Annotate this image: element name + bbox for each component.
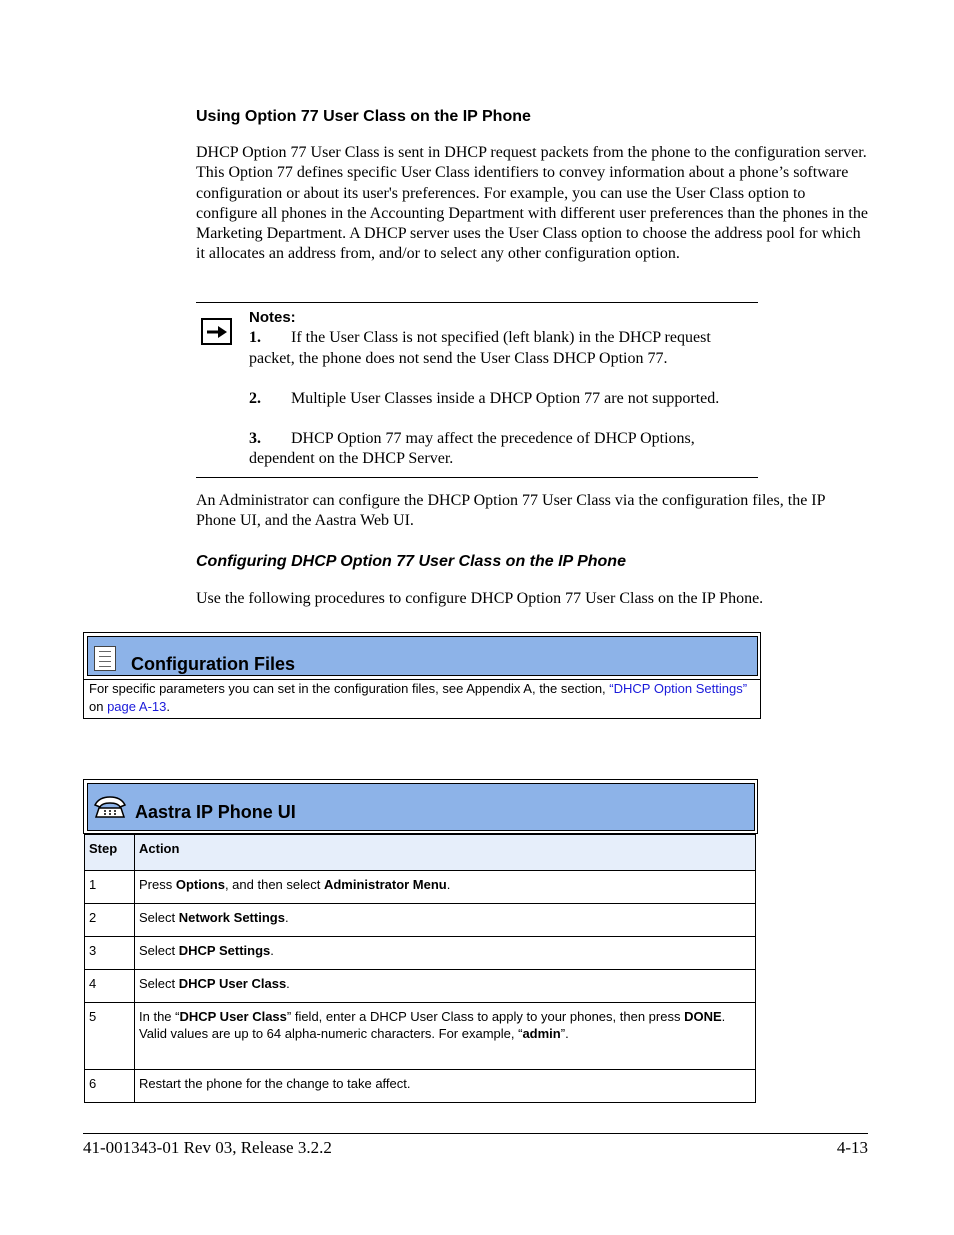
step-number: 2 — [85, 904, 135, 937]
config-files-box — [83, 632, 761, 719]
footer-doc-id: 41-001343-01 Rev 03, Release 3.2.2 — [83, 1138, 332, 1157]
step-action: In the “DHCP User Class” field, enter a DHCP User Class to apply to your phones, then press DONE. Valid values are up to 64 alpha-numeric characters. For example, “admin”. — [135, 1003, 756, 1070]
table-row — [85, 871, 756, 904]
step-number: 4 — [85, 970, 135, 1003]
footer-rule — [83, 1133, 868, 1134]
step-action: Press Options, and then select Administrator Menu. — [135, 871, 756, 904]
intro-paragraph: DHCP Option 77 User Class is sent in DHCP request packets from the phone to the configuration server. This Option 77 defines specific User Class identifiers to convey information about a phone’s software configuration or about its user's preferences. For example, you can use the User Class option to configure all phones in the Accounting Department with different user preferences than the phones in the Marketing Department. A DHCP server uses the User Class option to choose the address pool for which it allocates an address from, and/or to select any other configuration option. — [196, 144, 868, 263]
step-action: Select DHCP Settings. — [135, 937, 756, 970]
note-item: 1. If the User Class is not specified (left blank) in the DHCP request packet, the phone does not send the User Class DHCP Option 77. — [249, 329, 711, 367]
page-a13-link[interactable]: page A-13 — [107, 699, 167, 714]
steps-table — [84, 834, 756, 1103]
notes-block — [249, 308, 759, 470]
phone-ui-box — [83, 779, 758, 834]
subheading: Configuring DHCP Option 77 User Class on the IP Phone — [196, 553, 626, 570]
section-heading: Using Option 77 User Class on the IP Phone — [196, 108, 531, 125]
admin-paragraph: An Administrator can configure the DHCP Option 77 User Class via the configuration files, the IP Phone UI, and the Aastra Web UI. — [196, 492, 825, 530]
document-icon — [94, 646, 116, 671]
step-number: 5 — [85, 1003, 135, 1070]
table-row — [85, 970, 756, 1003]
notes-top-rule — [196, 302, 758, 303]
column-header-step: Step — [85, 835, 135, 871]
procedure-paragraph: Use the following procedures to configure DHCP Option 77 User Class on the IP Phone. — [196, 590, 764, 607]
step-number: 1 — [85, 871, 135, 904]
page-number: 4-13 — [836, 1138, 868, 1157]
table-row — [85, 937, 756, 970]
note-item: 2. Multiple User Classes inside a DHCP Option 77 are not supported. — [249, 389, 720, 407]
note-item: 3. DHCP Option 77 may affect the precedence of DHCP Options, dependent on the DHCP Server. — [249, 430, 695, 468]
step-action: Restart the phone for the change to take affect. — [135, 1070, 756, 1103]
arrow-right-icon — [201, 318, 232, 345]
column-header-action: Action — [135, 835, 756, 871]
phone-ui-title: Aastra IP Phone UI — [135, 802, 296, 822]
table-row — [85, 904, 756, 937]
table-row — [85, 1070, 756, 1103]
notes-heading: Notes: — [249, 309, 296, 326]
step-action: Select DHCP User Class. — [135, 970, 756, 1003]
config-files-text: For specific parameters you can set in the configuration files, see Appendix A, the section, “DHCP Option Settings” on page A-13. — [89, 681, 748, 714]
phone-icon — [93, 795, 127, 824]
step-number: 6 — [85, 1070, 135, 1103]
phone-ui-header — [87, 783, 755, 831]
step-number: 3 — [85, 937, 135, 970]
config-files-header — [87, 636, 758, 676]
config-files-title: Configuration Files — [131, 654, 295, 674]
step-action: Select Network Settings. — [135, 904, 756, 937]
notes-bottom-rule — [196, 477, 758, 478]
table-row — [85, 1003, 756, 1070]
dhcp-option-settings-link[interactable]: “DHCP Option Settings” — [609, 681, 748, 696]
